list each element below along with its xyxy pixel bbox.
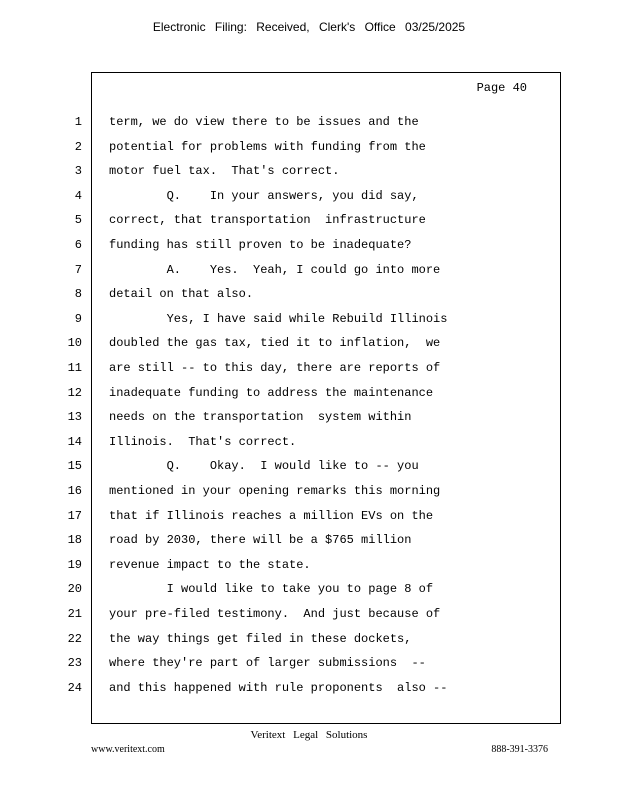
- filing-stamp-header: Electronic Filing: Received, Clerk's Office 03/25/2025: [152, 20, 466, 34]
- transcript-line: Illinois. That's correct.: [109, 435, 297, 449]
- transcript-line: the way things get filed in these dockets,: [109, 632, 412, 646]
- line-number: 21: [67, 607, 82, 621]
- transcript-line: funding has still proven to be inadequate?: [109, 238, 412, 252]
- line-number: 8: [74, 287, 82, 301]
- line-number: 19: [67, 558, 82, 572]
- transcript-line: that if Illinois reaches a million EVs on the: [109, 509, 434, 523]
- transcript-line: potential for problems with funding from the: [109, 140, 426, 154]
- transcript-line: needs on the transportation system within: [109, 410, 412, 424]
- line-number: 15: [67, 459, 82, 473]
- transcript-line: where they're part of larger submissions --: [109, 656, 426, 670]
- line-number: 12: [67, 386, 82, 400]
- line-number: 13: [67, 410, 82, 424]
- transcript-line: and this happened with rule proponents also --: [109, 681, 448, 695]
- line-number: 10: [67, 336, 82, 350]
- transcript-line: correct, that transportation infrastructure: [109, 213, 426, 227]
- line-number: 4: [74, 189, 82, 203]
- transcript-line: mentioned in your opening remarks this morning: [109, 484, 441, 498]
- transcript-line: term, we do view there to be issues and the: [109, 115, 419, 129]
- transcript-line: detail on that also.: [109, 287, 254, 301]
- line-number: 2: [74, 140, 82, 154]
- transcript-line: your pre-filed testimony. And just because of: [109, 607, 441, 621]
- transcript-line: Yes, I have said while Rebuild Illinois: [109, 312, 448, 326]
- transcript-line: A. Yes. Yeah, I could go into more: [109, 263, 441, 277]
- line-number: 16: [67, 484, 82, 498]
- line-number: 23: [67, 656, 82, 670]
- transcript-line: motor fuel tax. That's correct.: [109, 164, 340, 178]
- transcript-line: Q. In your answers, you did say,: [109, 189, 419, 203]
- line-number: 6: [74, 238, 82, 252]
- line-number: 20: [67, 582, 82, 596]
- line-number: 1: [74, 115, 82, 129]
- transcript-line: revenue impact to the state.: [109, 558, 311, 572]
- line-number: 3: [74, 164, 82, 178]
- transcript-line: Q. Okay. I would like to -- you: [109, 459, 419, 473]
- line-number: 18: [67, 533, 82, 547]
- transcript-line: are still -- to this day, there are reports of: [109, 361, 441, 375]
- line-number: 9: [74, 312, 82, 326]
- page-number: Page 40: [476, 81, 527, 95]
- line-number: 24: [67, 681, 82, 695]
- line-number: 14: [67, 435, 82, 449]
- line-number: 5: [74, 213, 82, 227]
- transcript-line: road by 2030, there will be a $765 million: [109, 533, 412, 547]
- transcript-line: inadequate funding to address the maintenance: [109, 386, 434, 400]
- footer-website: www.veritext.com: [91, 744, 165, 755]
- line-number: 7: [74, 263, 82, 277]
- line-number: 11: [67, 361, 82, 375]
- transcript-line: doubled the gas tax, tied it to inflation, we: [109, 336, 441, 350]
- line-number: 22: [67, 632, 82, 646]
- line-number: 17: [67, 509, 82, 523]
- footer-phone: 888-391-3376: [491, 744, 548, 755]
- footer-company-name: Veritext Legal Solutions: [250, 729, 368, 741]
- transcript-line: I would like to take you to page 8 of: [109, 582, 434, 596]
